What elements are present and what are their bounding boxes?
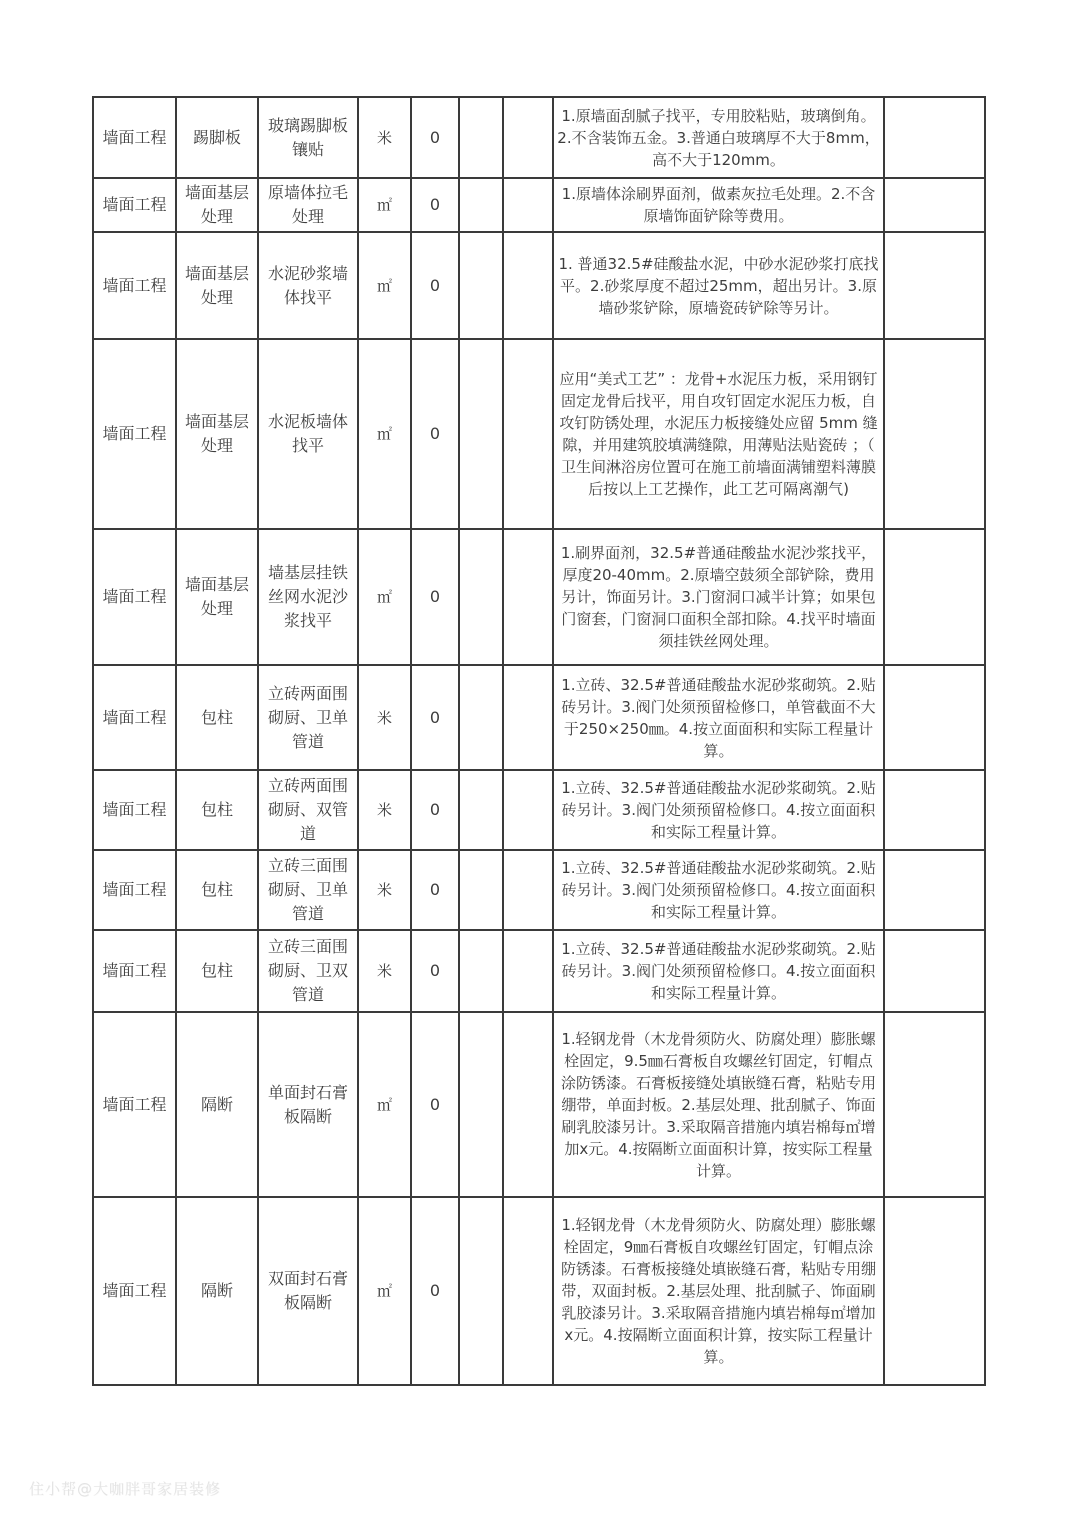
cell-subcategory: 墙面基层处理 <box>176 339 258 529</box>
cell-remark <box>884 665 985 770</box>
cell-item-name: 立砖三面围砌厨、卫双管道 <box>258 930 358 1012</box>
cell-remark <box>884 1197 985 1385</box>
cell-description: 1.轻钢龙骨（木龙骨须防火、防腐处理）膨胀螺栓固定，9.5㎜石膏板自攻螺丝钉固定，钉帽点涂防锈漆。石膏板接缝处填嵌缝石膏，粘贴专用绷带，单面封板。2.基层处理、批刮腻子、饰面刷乳胶漆另计。3.采取隔音措施内填岩棉每㎡增加x元。4.按隔断立面面积计算，按实际工程量计算。 <box>553 1012 884 1197</box>
cell-item-name: 玻璃踢脚板镶贴 <box>258 97 358 178</box>
wall-engineering-quotation-table <box>92 96 986 1386</box>
cell-unit: ㎡ <box>358 339 411 529</box>
cell-category: 墙面工程 <box>93 850 176 930</box>
cell-total-price <box>503 770 553 850</box>
cell-unit-price <box>459 770 503 850</box>
table-row <box>93 665 985 770</box>
table-row <box>93 850 985 930</box>
cell-unit: 米 <box>358 665 411 770</box>
table-row <box>93 1197 985 1385</box>
cell-quantity: 0 <box>411 178 459 232</box>
cell-unit: 米 <box>358 850 411 930</box>
cell-subcategory: 包柱 <box>176 770 258 850</box>
cell-description: 应用“美式工艺” ：龙骨+水泥压力板，采用钢钉固定龙骨后找平，用自攻钉固定水泥压力板，自攻钉防锈处理，水泥压力板接缝处应留 5mm 缝隙，并用建筑胶填满缝隙，用薄贴法贴瓷砖 ；（卫生间淋浴房位置可在施工前墙面满铺塑料薄膜后按以上工艺操作，此工艺可隔离潮气) <box>553 339 884 529</box>
cell-unit: ㎡ <box>358 232 411 339</box>
cell-unit-price <box>459 1012 503 1197</box>
cell-unit: ㎡ <box>358 1012 411 1197</box>
cell-remark <box>884 770 985 850</box>
table-row <box>93 339 985 529</box>
cell-remark <box>884 930 985 1012</box>
cell-remark <box>884 232 985 339</box>
cell-description: 1.立砖、32.5#普通硅酸盐水泥砂浆砌筑。2.贴砖另计。3.阀门处须预留检修口。4.按立面面积和实际工程量计算。 <box>553 770 884 850</box>
cell-quantity: 0 <box>411 850 459 930</box>
table-row <box>93 930 985 1012</box>
table-row <box>93 529 985 665</box>
cell-quantity: 0 <box>411 97 459 178</box>
cell-description: 1.立砖、32.5#普通硅酸盐水泥砂浆砌筑。2.贴砖另计。3.阀门处须预留检修口。4.按立面面积和实际工程量计算。 <box>553 850 884 930</box>
cell-unit: 米 <box>358 770 411 850</box>
cell-total-price <box>503 930 553 1012</box>
cell-item-name: 立砖三面围砌厨、卫单管道 <box>258 850 358 930</box>
table-row <box>93 97 985 178</box>
cell-quantity: 0 <box>411 529 459 665</box>
cell-subcategory: 包柱 <box>176 930 258 1012</box>
cell-item-name: 水泥砂浆墙体找平 <box>258 232 358 339</box>
cell-description: 1.原墙面刮腻子找平，专用胶粘贴，玻璃倒角。2.不含装饰五金。3.普通白玻璃厚不大于8mm，高不大于120mm。 <box>553 97 884 178</box>
cell-remark <box>884 97 985 178</box>
cell-total-price <box>503 97 553 178</box>
cell-subcategory: 包柱 <box>176 665 258 770</box>
cell-total-price <box>503 1197 553 1385</box>
cell-subcategory: 隔断 <box>176 1197 258 1385</box>
cell-item-name: 双面封石膏板隔断 <box>258 1197 358 1385</box>
cell-quantity: 0 <box>411 665 459 770</box>
cell-subcategory: 墙面基层处理 <box>176 232 258 339</box>
cell-description: 1.原墙体涂刷界面剂，做素灰拉毛处理。2.不含原墙饰面铲除等费用。 <box>553 178 884 232</box>
cell-item-name: 单面封石膏板隔断 <box>258 1012 358 1197</box>
cell-category: 墙面工程 <box>93 339 176 529</box>
cell-unit-price <box>459 232 503 339</box>
cell-remark <box>884 339 985 529</box>
cell-category: 墙面工程 <box>93 930 176 1012</box>
cell-unit-price <box>459 339 503 529</box>
cell-category: 墙面工程 <box>93 232 176 339</box>
cell-unit: ㎡ <box>358 178 411 232</box>
quotation-table-container <box>92 96 986 1386</box>
cell-quantity: 0 <box>411 1012 459 1197</box>
cell-remark <box>884 529 985 665</box>
table-row <box>93 1012 985 1197</box>
cell-description: 1.立砖、32.5#普通硅酸盐水泥砂浆砌筑。2.贴砖另计。3.阀门处须预留检修口，单管截面不大于250×250㎜。4.按立面面积和实际工程量计算。 <box>553 665 884 770</box>
cell-quantity: 0 <box>411 1197 459 1385</box>
cell-unit-price <box>459 1197 503 1385</box>
cell-total-price <box>503 850 553 930</box>
cell-unit-price <box>459 850 503 930</box>
cell-subcategory: 包柱 <box>176 850 258 930</box>
cell-category: 墙面工程 <box>93 178 176 232</box>
cell-item-name: 原墙体拉毛处理 <box>258 178 358 232</box>
cell-unit: ㎡ <box>358 1197 411 1385</box>
cell-quantity: 0 <box>411 339 459 529</box>
cell-remark <box>884 850 985 930</box>
cell-item-name: 立砖两面围砌厨、双管道 <box>258 770 358 850</box>
table-row <box>93 178 985 232</box>
cell-unit: ㎡ <box>358 529 411 665</box>
cell-subcategory: 墙面基层处理 <box>176 178 258 232</box>
cell-description: 1.轻钢龙骨（木龙骨须防火、防腐处理）膨胀螺栓固定，9㎜石膏板自攻螺丝钉固定，钉帽点涂防锈漆。石膏板接缝处填嵌缝石膏，粘贴专用绷带，双面封板。2.基层处理、批刮腻子、饰面刷乳胶漆另计。3.采取隔音措施内填岩棉每㎡增加x元。4.按隔断立面面积计算，按实际工程量计算。 <box>553 1197 884 1385</box>
cell-unit: 米 <box>358 930 411 1012</box>
cell-quantity: 0 <box>411 930 459 1012</box>
cell-description: 1. 普通32.5#硅酸盐水泥，中砂水泥砂浆打底找平。2.砂浆厚度不超过25mm，超出另计。3.原墙砂浆铲除，原墙瓷砖铲除等另计。 <box>553 232 884 339</box>
cell-category: 墙面工程 <box>93 97 176 178</box>
cell-subcategory: 隔断 <box>176 1012 258 1197</box>
cell-unit-price <box>459 97 503 178</box>
cell-item-name: 立砖两面围砌厨、卫单管道 <box>258 665 358 770</box>
cell-item-name: 墙基层挂铁丝网水泥沙浆找平 <box>258 529 358 665</box>
cell-total-price <box>503 665 553 770</box>
cell-total-price <box>503 339 553 529</box>
cell-category: 墙面工程 <box>93 665 176 770</box>
cell-unit-price <box>459 930 503 1012</box>
table-row <box>93 770 985 850</box>
cell-quantity: 0 <box>411 770 459 850</box>
cell-unit: 米 <box>358 97 411 178</box>
watermark: 住小帮@大咖胖哥家居装修 <box>29 1480 222 1498</box>
cell-quantity: 0 <box>411 232 459 339</box>
cell-total-price <box>503 178 553 232</box>
cell-unit-price <box>459 665 503 770</box>
cell-total-price <box>503 529 553 665</box>
cell-total-price <box>503 232 553 339</box>
cell-category: 墙面工程 <box>93 770 176 850</box>
cell-category: 墙面工程 <box>93 1012 176 1197</box>
cell-item-name: 水泥板墙体找平 <box>258 339 358 529</box>
cell-subcategory: 墙面基层处理 <box>176 529 258 665</box>
cell-category: 墙面工程 <box>93 1197 176 1385</box>
cell-description: 1.立砖、32.5#普通硅酸盐水泥砂浆砌筑。2.贴砖另计。3.阀门处须预留检修口。4.按立面面积和实际工程量计算。 <box>553 930 884 1012</box>
cell-description: 1.刷界面剂，32.5#普通硅酸盐水泥沙浆找平，厚度20-40mm。2.原墙空鼓须全部铲除，费用另计，饰面另计。3.门窗洞口减半计算；如果包门窗套，门窗洞口面积全部扣除。4.找平时墙面须挂铁丝网处理。 <box>553 529 884 665</box>
cell-category: 墙面工程 <box>93 529 176 665</box>
cell-subcategory: 踢脚板 <box>176 97 258 178</box>
table-row <box>93 232 985 339</box>
cell-total-price <box>503 1012 553 1197</box>
cell-remark <box>884 178 985 232</box>
cell-remark <box>884 1012 985 1197</box>
cell-unit-price <box>459 529 503 665</box>
cell-unit-price <box>459 178 503 232</box>
